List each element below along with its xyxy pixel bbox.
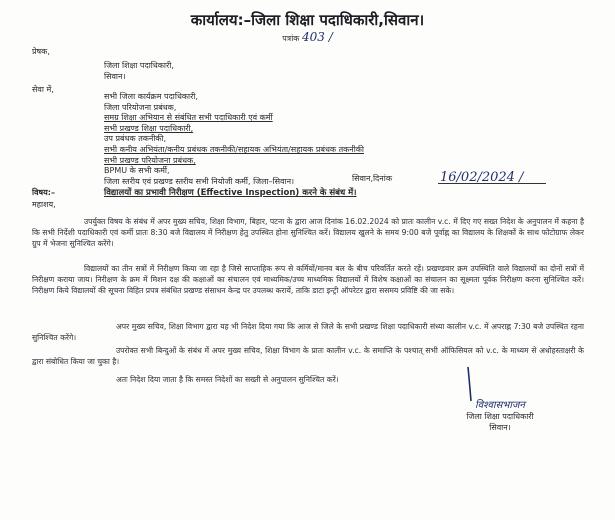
- recipient-line: जिला स्तरीय एवं प्रखण्ड स्तरीय सभी नियोजी कर्मी, जिला–सिवान।: [104, 176, 295, 186]
- subject-label: विषय:–: [32, 188, 55, 197]
- sender-line-1: जिला शिक्षा पदाधिकारी,: [104, 61, 174, 70]
- date-underline: [438, 183, 546, 184]
- subject-text: विद्यालयों का प्रभावी निरीक्षण (Effective Inspection) करने के संबंध में।: [104, 188, 357, 198]
- paragraph-1: उपर्युक्त विषय के संबंध में अपर मुख्य सचिव, शिक्षा विभाग, बिहार, पटना के द्वारा आज दिनांक 16.02.2024 को प्रातः कालीन v.c. में दिए गए सख्त निदेश के अनुपालन में कहना है कि सभी निर्देशी पदाधिकारी एवं कर्मी प्रातः 8:30 बजे विद्यालय में निरीक्षण हेतु उपस्थित होना सुनिश्चित करें। विद्यालय खुलने के समय 9:00 बजे पूर्वाह्न का विद्यालय के शिक्षकों के साथ फोटोग्राफ लेकर ग्रुप में भेजना सुनिश्चित करेंगे।: [32, 217, 584, 249]
- letter-number-handwritten: 403 /: [301, 30, 333, 44]
- recipient-line: सभी कनीय अभियंता/कनीय प्रबंधक तकनीकी/सहायक अभियंता/सहायक प्रबंधक तकनीकी: [104, 144, 364, 154]
- salutation: महाशय,: [32, 200, 56, 209]
- signature-stroke-icon: [462, 365, 482, 405]
- signature-place: सिवान।: [489, 423, 511, 432]
- sender-label: प्रेषक,: [32, 47, 50, 56]
- paragraph-5: अतः निदेश दिया जाता है कि समस्त निदेशों का सख्ती से अनुपालन सुनिश्चित करें।: [116, 375, 339, 384]
- place-date-label: सिवान,दिनांक: [352, 174, 392, 183]
- office-title: कार्यालय:–जिला शिक्षा पदाधिकारी,सिवान।: [190, 11, 425, 29]
- paragraph-2: विद्यालयों का तीन सत्रों में निरीक्षण किया जा रहा है जिसे साप्ताहिक रूप से कर्मियों/मानव बल के बीच परिवर्तित करते रहें। प्रखण्डवार क्रम उपस्थिति वाले विद्यालयों का दोनों सत्रों में निरीक्षण कराया जाय। निरीक्षण के क्रम में मिशन दक्ष की कक्षाओं का संचालन एवं माध्यमिक/उच्च माध्यमिक विद्यालयों में विशेष कक्षाओं का संचालन का सूक्ष्मता पूर्वक निरीक्षण करना सुनिश्चित करें। निरीक्षण किये विद्यालयों की सूचना विहित प्रपत्र संबंधित प्रखण्ड संसाधन केन्द्र पर उपलब्ध करायें, ताकि डाटा इन्ट्री ऑपरेटर द्वारा ससमय प्रविष्टि की जा सके।: [32, 264, 584, 296]
- recipient-line: सभी प्रखण्ड परियोजना प्रबंधक,: [104, 155, 196, 165]
- date-handwritten: 16/02/2024 /: [440, 170, 524, 185]
- signature-designation: जिला शिक्षा पदाधिकारी: [466, 412, 534, 421]
- recipients-label: सेवा में,: [32, 85, 54, 94]
- sender-line-2: सिवान।: [104, 72, 126, 81]
- recipient-line: सभी जिला कार्यक्रम पदाधिकारी,: [104, 92, 198, 101]
- signature-handwritten: विश्वासभाजन: [475, 400, 525, 411]
- recipients-list: [104, 92, 364, 187]
- paragraph-4: उपरोक्त सभी बिन्दुओं के संबंध में अपर मुख्य सचिव, शिक्षा विभाग के प्रातः कालीन v.c. के समाप्ति के पश्चात् सभी ऑफिसियल को v.c. के माध्यम से अधोहस्ताक्षरी के द्वारा संबोधित किया जा चुका है।: [32, 346, 584, 367]
- letter-number: [0, 30, 615, 44]
- sender-address: [104, 60, 174, 82]
- signature-block: [430, 400, 570, 433]
- recipient-line: जिला परियोजना प्रबंधक,: [104, 102, 177, 112]
- recipient-line: BPMU के सभी कर्मी,: [104, 166, 170, 176]
- recipient-line: उप प्रबंधक तकनीकी,: [104, 134, 167, 144]
- paragraph-3: अपर मुख्य सचिव, शिक्षा विभाग द्वारा यह भी निदेश दिया गया कि आज से जिले के सभी प्रखण्ड शिक्षा पदाधिकारी संध्या कालीन v.c. में अपराह्न 7:30 बजे उपस्थित रहना सुनिश्चित करेंगे।: [32, 322, 584, 343]
- recipient-line: सभी प्रखण्ड शिक्षा पदाधिकारी,: [104, 123, 194, 133]
- recipient-line: समग्र शिक्षा अभियान से संबंधित सभी पदाधिकारी एवं कर्मी: [104, 113, 273, 123]
- letter-number-label: पत्रांक: [282, 34, 300, 43]
